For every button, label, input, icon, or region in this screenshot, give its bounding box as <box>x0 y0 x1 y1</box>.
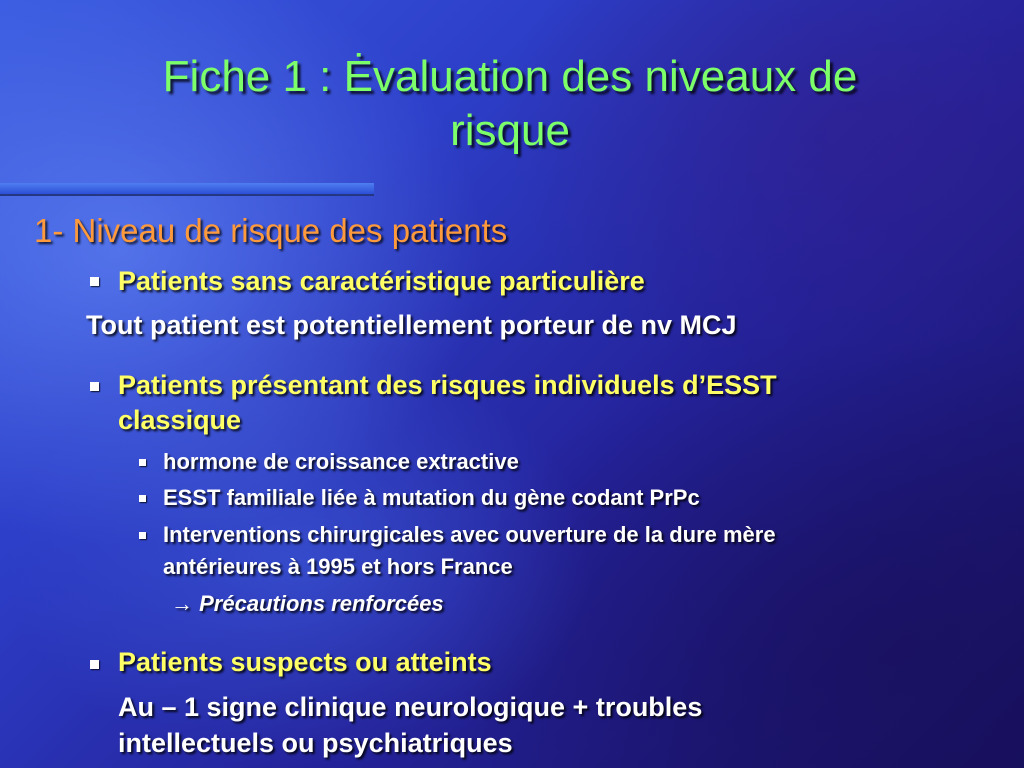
precautions-text: Précautions renforcées <box>199 591 444 616</box>
section-heading: 1- Niveau de risque des patients <box>34 212 508 249</box>
bullet-risques-individuels-line-1: Patients présentant des risques individuels d’ESST <box>118 370 777 400</box>
slide-title-line-1: Fiche 1 : Ėvaluation des niveaux de <box>162 52 858 101</box>
sub-item-interventions-line-2: antérieures à 1995 et hors France <box>163 554 513 579</box>
sub-item-hormone: hormone de croissance extractive <box>163 449 519 474</box>
arrow-right-icon: → <box>171 591 193 616</box>
detail-signe-clinique-line-2: intellectuels ou psychiatriques <box>118 728 513 758</box>
sub-item-esst-familiale: ESST familiale liée à mutation du gène codant PrPc <box>163 485 700 510</box>
slide-title-line-2: risque <box>450 106 570 155</box>
bullet-patients-suspects: Patients suspects ou atteints <box>118 647 492 677</box>
bullet-risques-individuels-line-2: classique <box>118 405 242 435</box>
bullet-square-icon <box>90 382 99 391</box>
sub-bullet-square-icon <box>139 495 146 502</box>
precautions-line <box>171 591 444 617</box>
detail-tout-patient: Tout patient est potentiellement porteur de nv MCJ <box>86 310 737 340</box>
bullet-patients-sans-caracteristique: Patients sans caractéristique particulière <box>118 266 645 296</box>
detail-signe-clinique-line-1: Au – 1 signe clinique neurologique + troubles <box>118 692 703 722</box>
bullet-square-icon <box>90 660 99 669</box>
slide-title <box>40 50 980 158</box>
sub-bullet-square-icon <box>139 532 146 539</box>
sub-item-interventions-line-1: Interventions chirurgicales avec ouverture de la dure mère <box>163 522 776 547</box>
title-divider <box>0 183 374 196</box>
sub-bullet-square-icon <box>139 459 146 466</box>
bullet-square-icon <box>90 277 99 286</box>
